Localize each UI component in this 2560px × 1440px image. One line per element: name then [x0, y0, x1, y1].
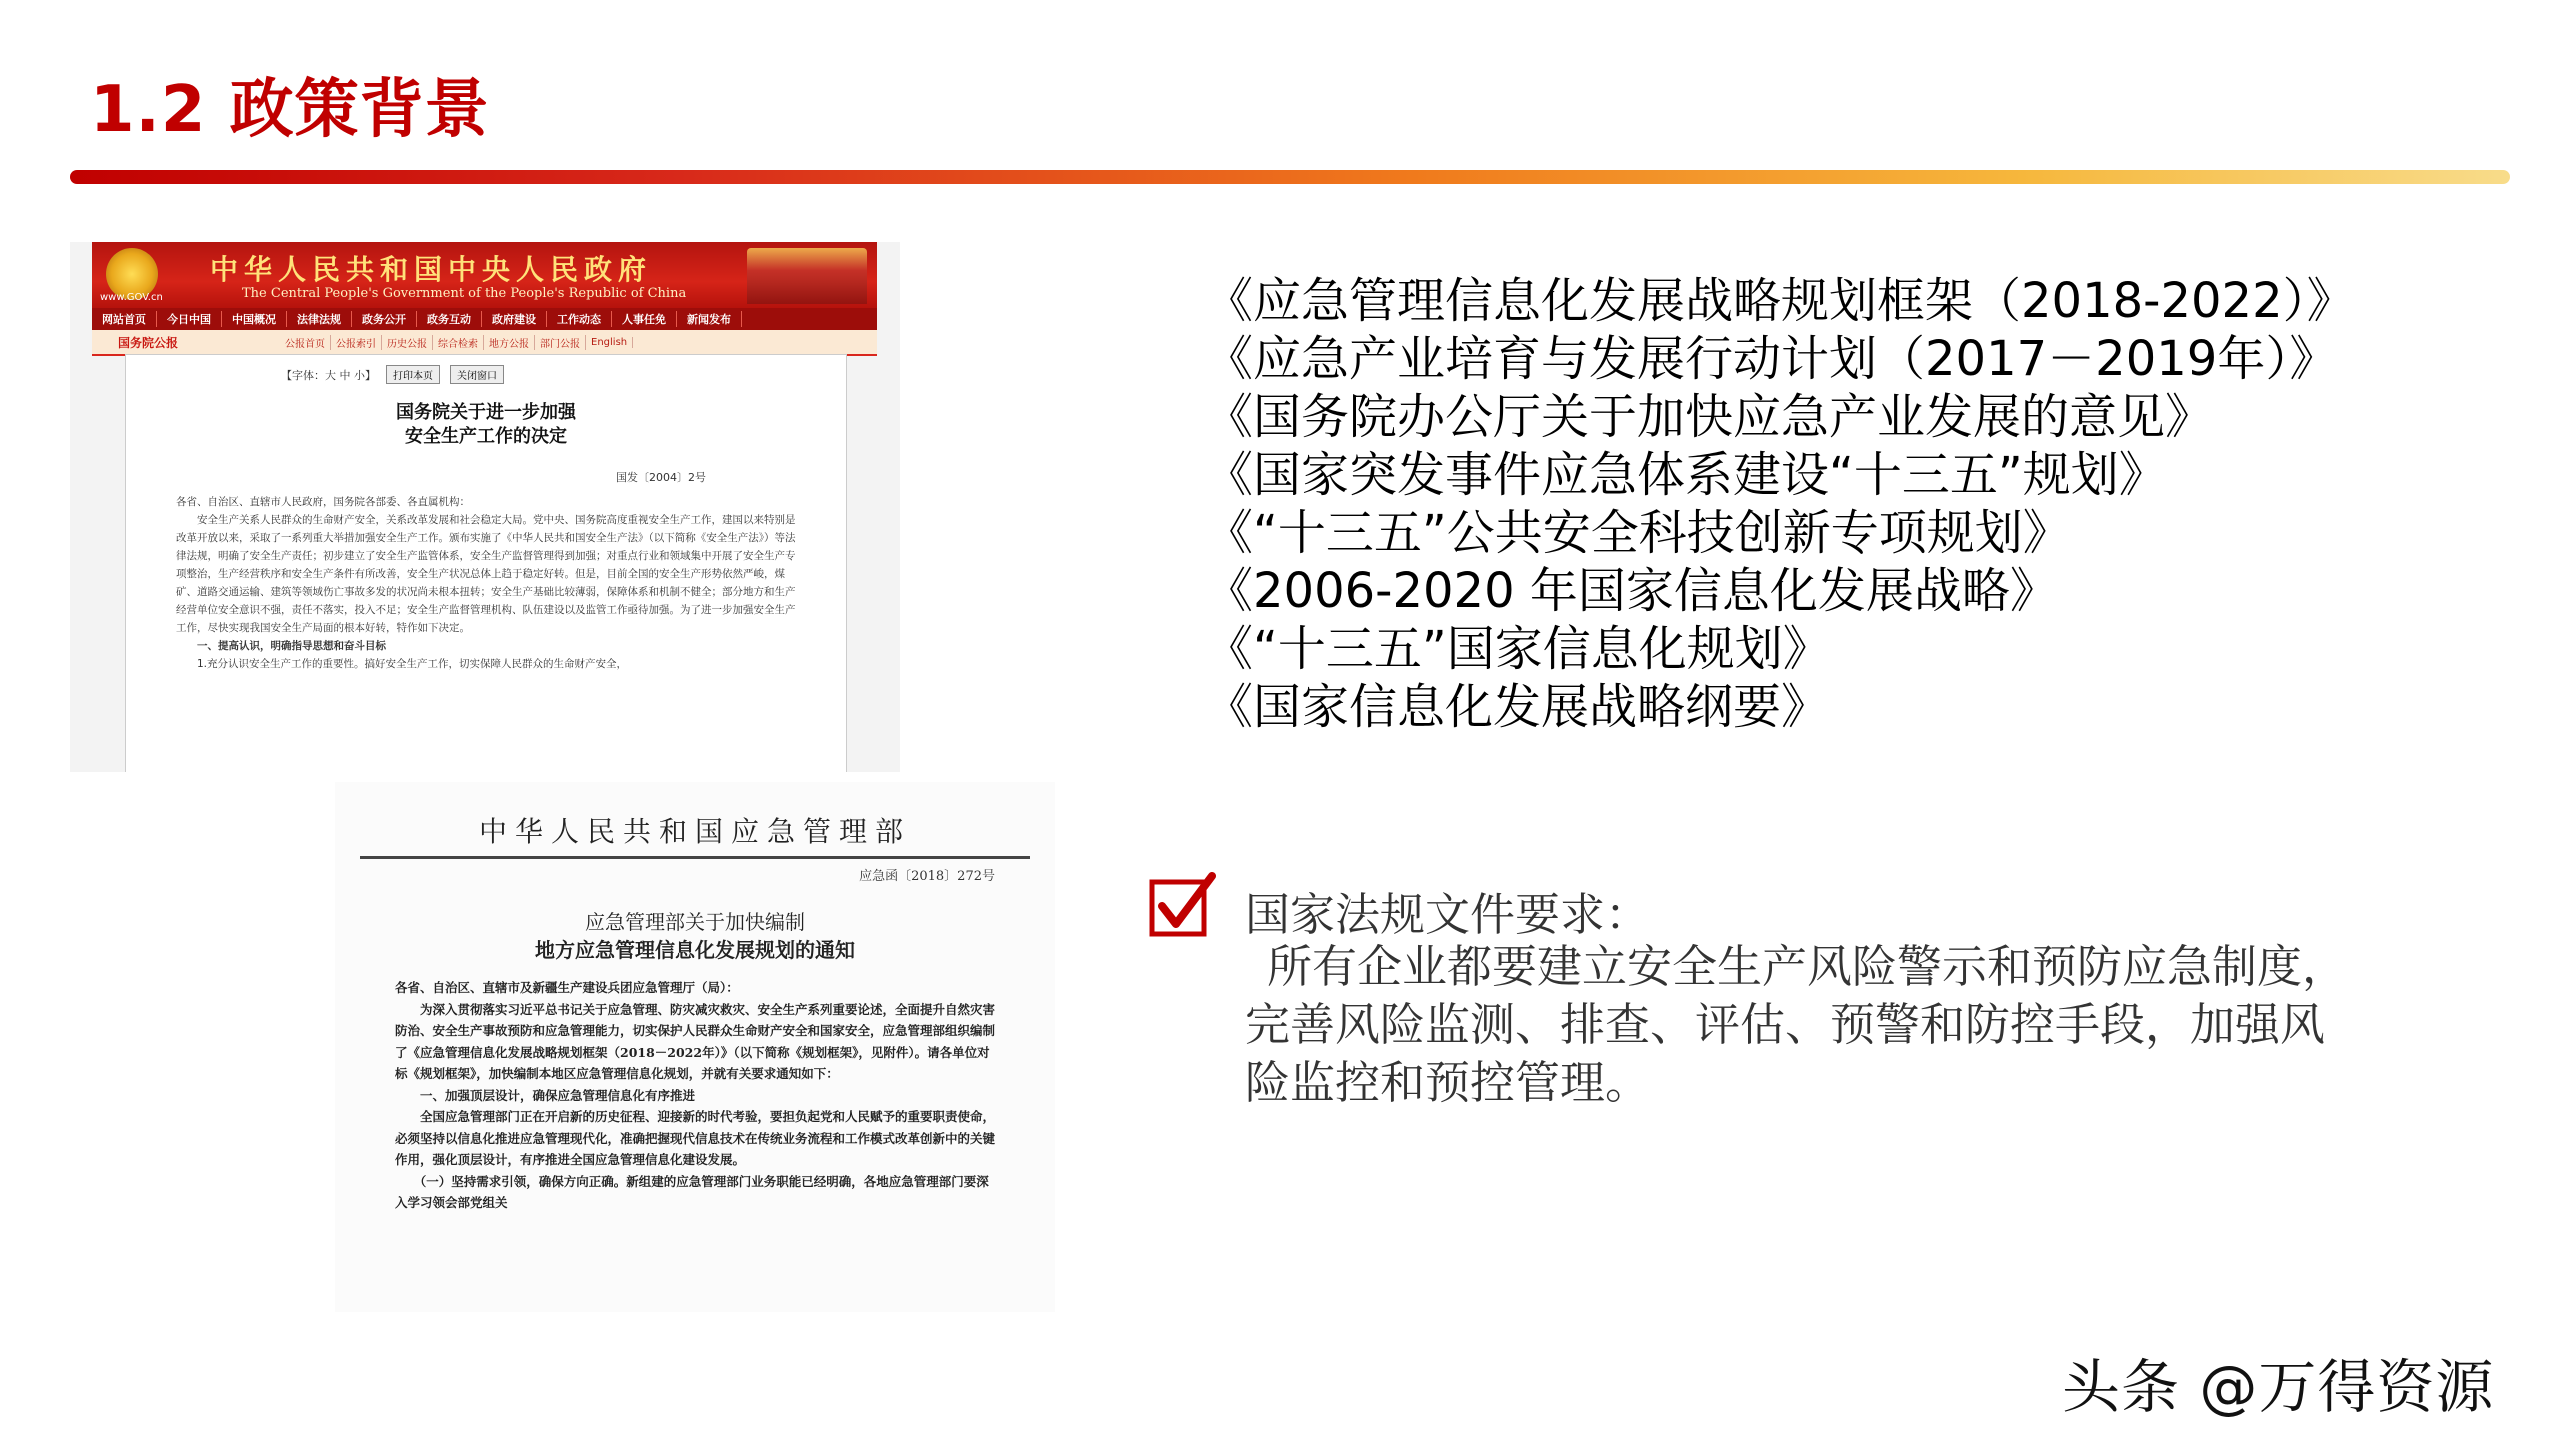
nav-item: 中国概况: [222, 311, 287, 327]
policy-item: 《国家突发事件应急体系建设“十三五”规划》: [1205, 447, 2167, 503]
requirement-heading: 国家法规文件要求：: [1245, 888, 1651, 941]
notice-title: [335, 908, 1055, 964]
nav-item: 人事任免: [612, 311, 677, 327]
nav-item: 工作动态: [547, 311, 612, 327]
notice-paragraph: （一）坚持需求引领，确保方向正确。新组建的应急管理部门业务职能已经明确，各地应急管理部门要深入学习领会部党组关: [395, 1173, 989, 1210]
gov-doc-paragraph: 1.充分认识安全生产工作的重要性。搞好安全生产工作，切实保障人民群众的生命财产安全，: [176, 658, 628, 670]
source-watermark: 头条 @万得资源: [2062, 1353, 2495, 1421]
check-box-icon: [1148, 872, 1216, 940]
policy-item: 《2006-2020 年国家信息化发展战略》: [1205, 563, 2058, 619]
nav-item: 今日中国: [157, 311, 222, 327]
gov-doc-paragraph: 一、提高认识，明确指导思想和奋斗目标: [176, 640, 386, 652]
gov-doc-code: 国发〔2004〕2号: [616, 471, 706, 484]
ministry-notice-image: [335, 782, 1055, 1312]
notice-code: 应急函〔2018〕272号: [859, 869, 995, 884]
policy-item: 《国家信息化发展战略纲要》: [1205, 679, 1830, 735]
gov-doc-title-line2: 安全生产工作的决定: [405, 426, 567, 447]
notice-paragraph: 各省、自治区、直辖市及新疆生产建设兵团应急管理厅（局）：: [395, 980, 739, 995]
close-window-button: 关闭窗口: [450, 365, 504, 384]
notice-title-line1: 应急管理部关于加快编制: [585, 910, 805, 934]
gov-doc-paragraph: 各省、自治区、直辖市人民政府，国务院各部委、各直属机构：: [176, 496, 470, 508]
policy-item: 《“十三五”国家信息化规划》: [1205, 621, 1831, 677]
subnav-item: 地方公报: [484, 335, 535, 350]
gov-doc-title-line1: 国务院关于进一步加强: [396, 402, 576, 423]
subnav-item: 公报索引: [331, 335, 382, 350]
gov-doc-title: [126, 401, 846, 449]
nav-item: 法律法规: [287, 311, 352, 327]
subnav-item: English: [586, 337, 633, 348]
nav-item: 网站首页: [92, 311, 157, 327]
gov-site-subnav: [92, 330, 877, 356]
gov-site-banner: [92, 242, 877, 308]
nav-item: 新闻发布: [677, 311, 742, 327]
policy-item: 《国务院办公厅关于加快应急产业发展的意见》: [1205, 389, 2214, 445]
print-button: 打印本页: [386, 365, 440, 384]
gov-site-name-en: The Central People's Government of the People's Republic of China: [242, 286, 687, 301]
notice-paragraph: 全国应急管理部门正在开启新的历史征程、迎接新的时代考验，要担负起党和人民赋予的重要职责使命，必须坚持以信息化推进应急管理现代化，准确把握现代信息技术在传统业务流程和工作模式改革创新中的关键作用，强化顶层设计，有序推进全国应急管理信息化建设发展。: [395, 1109, 996, 1167]
subnav-title: 国务院公报: [118, 335, 179, 350]
policy-item: 《“十三五”公共安全科技创新专项规划》: [1205, 505, 2071, 561]
subnav-item: 综合检索: [433, 335, 484, 350]
gov-webpage-image: [70, 242, 900, 772]
nav-item: 政务公开: [352, 311, 417, 327]
notice-header: 中华人民共和国应急管理部: [478, 815, 911, 848]
notice-title-line2: 地方应急管理信息化发展规划的通知: [535, 938, 855, 962]
notice-paragraph: 为深入贯彻落实习近平总书记关于应急管理、防灾减灾救灾、安全生产系列重要论述，全面提升自然灾害防治、安全生产事故预防和应急管理能力，切实保护人民群众生命财产安全和国家安全，应急管理部组织编制了《应急管理信息化发展战略规划框架（2018－2022年）》（以下简称《规划框架》，见附件）。请各单位对标《规划框架》，加快编制本地区应急管理信息化规划，并就有关要求通知如下：: [395, 1001, 996, 1081]
subnav-item: 公报首页: [280, 335, 331, 350]
gov-document: [125, 354, 847, 772]
policy-list: [1205, 272, 2355, 736]
notice-header-rule: [360, 856, 1030, 859]
gov-site-nav: [92, 308, 877, 330]
gov-doc-body: [176, 493, 796, 673]
nav-item: 政府建设: [482, 311, 547, 327]
subnav-item: 部门公报: [535, 335, 586, 350]
notice-body: [395, 977, 995, 1214]
notice-paragraph: 一、加强顶层设计，确保应急管理信息化有序推进: [395, 1087, 696, 1103]
page-title: 1.2 政策背景: [90, 73, 490, 147]
gov-site-domain: www.GOV.cn: [100, 292, 163, 303]
gov-doc-paragraph: 安全生产关系人民群众的生命财产安全，关系改革发展和社会稳定大局。党中央、国务院高度重视安全生产工作，建国以来特别是改革开放以来，采取了一系列重大举措加强安全生产工作。颁布实施了《中华人民共和国安全生产法》（以下简称《安全生产法》）等法律法规，明确了安全生产责任；初步建立了安全生产监管体系，安全生产监督管理得到加强；对重点行业和领域集中开展了安全生产专项整治，生产经营秩序和安全生产条件有所改善，安全生产状况总体上趋于稳定好转。但是，目前全国的安全生产形势依然严峻，煤矿、道路交通运输、建筑等领域伤亡事故多发的状况尚未根本扭转；安全生产基础比较薄弱，保障体系和机制不健全；部分地方和生产经营单位安全意识不强，责任不落实，投入不足；安全生产监督管理机构、队伍建设以及监管工作亟待加强。为了进一步加强安全生产工作，尽快实现我国安全生产局面的根本好转，特作如下决定。: [176, 514, 796, 634]
policy-item: 《应急管理信息化发展战略规划框架（2018-2022）》: [1205, 273, 2355, 329]
subnav-item: 历史公报: [382, 335, 433, 350]
font-size-row: [281, 365, 504, 384]
nav-item: 政务互动: [417, 311, 482, 327]
requirement-body: 所有企业都要建立安全生产风险警示和预防应急制度，完善风险监测、排查、评估、预警和防控手段，加强风险监控和预控管理。: [1245, 940, 2348, 1109]
gov-site-name: 中华人民共和国中央人民政府: [210, 253, 653, 286]
title-divider: [70, 170, 2510, 184]
tiananmen-graphic: [747, 248, 867, 304]
font-size-label: 【字体：大 中 小】: [281, 368, 376, 382]
policy-item: 《应急产业培育与发展行动计划（2017－2019年）》: [1205, 331, 2338, 387]
